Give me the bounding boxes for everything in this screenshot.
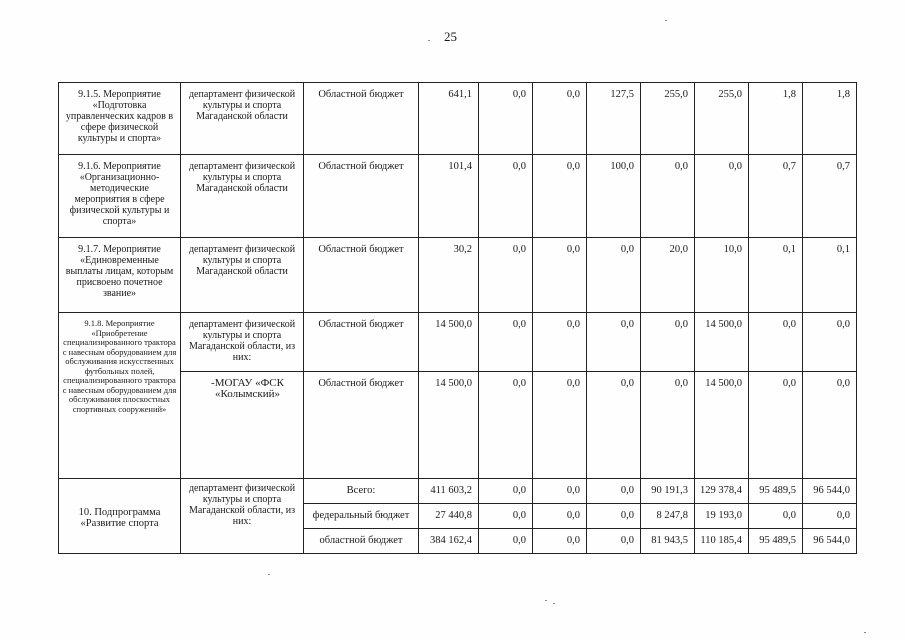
value-cell: 0,7 <box>803 155 857 238</box>
executor-cell: департамент физической культуры и спорта Магаданской области, из них: <box>181 479 304 554</box>
value-cell: 8 247,8 <box>641 504 695 529</box>
value-cell: 30,2 <box>419 238 479 313</box>
value-cell: 0,0 <box>479 504 533 529</box>
executor-cell: департамент физической культуры и спорта Магаданской области <box>181 155 304 238</box>
value-cell: 14 500,0 <box>419 313 479 372</box>
value-cell: 27 440,8 <box>419 504 479 529</box>
scan-speck <box>545 600 547 601</box>
activity-cell: 9.1.8. Мероприятие «Приобретение специализированного трактора с навесным оборудованием для обслуживания искусственных футбольных полей, специализированного трактора с навесным оборудованием для обслуживания плоскостных спортивных сооружений» <box>59 313 181 479</box>
value-cell: 0,0 <box>479 479 533 504</box>
value-cell: 0,0 <box>533 155 587 238</box>
activity-cell: 9.1.7. Мероприятие «Единовременные выплаты лицам, которым присвоено почетное звание» <box>59 238 181 313</box>
table-row <box>59 238 857 313</box>
value-cell: 0,0 <box>479 83 533 155</box>
table-row <box>59 155 857 238</box>
value-cell: 0,0 <box>587 529 641 554</box>
value-cell: 0,0 <box>587 313 641 372</box>
value-cell: 1,8 <box>749 83 803 155</box>
value-cell: 0,0 <box>587 372 641 479</box>
executor-cell: -МОГАУ «ФСК «Колымский» <box>181 372 304 479</box>
value-cell: 100,0 <box>587 155 641 238</box>
source-cell: Всего: <box>304 479 419 504</box>
value-cell: 0,0 <box>587 238 641 313</box>
scan-speck <box>665 20 667 21</box>
value-cell: 384 162,4 <box>419 529 479 554</box>
value-cell: 95 489,5 <box>749 479 803 504</box>
source-cell: областной бюджет <box>304 529 419 554</box>
value-cell: 1,8 <box>803 83 857 155</box>
value-cell: 0,0 <box>479 238 533 313</box>
value-cell: 96 544,0 <box>803 529 857 554</box>
value-cell: 0,0 <box>749 372 803 479</box>
value-cell: 0,0 <box>533 372 587 479</box>
value-cell: 0,0 <box>533 238 587 313</box>
executor-cell: департамент физической культуры и спорта Магаданской области, из них: <box>181 313 304 372</box>
executor-cell: департамент физической культуры и спорта Магаданской области <box>181 83 304 155</box>
value-cell: 0,0 <box>803 372 857 479</box>
value-cell: 0,0 <box>533 313 587 372</box>
executor-cell: департамент физической культуры и спорта Магаданской области <box>181 238 304 313</box>
value-cell: 90 191,3 <box>641 479 695 504</box>
value-cell: 0,0 <box>479 372 533 479</box>
value-cell: 127,5 <box>587 83 641 155</box>
activity-cell: 9.1.6. Мероприятие «Организационно-методические мероприятия в сфере физической культуры и спорта» <box>59 155 181 238</box>
value-cell: 411 603,2 <box>419 479 479 504</box>
value-cell: 0,0 <box>641 155 695 238</box>
value-cell: 0,0 <box>479 155 533 238</box>
value-cell: 110 185,4 <box>695 529 749 554</box>
value-cell: 0,0 <box>533 504 587 529</box>
scan-speck <box>268 574 270 575</box>
value-cell: 0,7 <box>749 155 803 238</box>
value-cell: 0,0 <box>749 313 803 372</box>
value-cell: 0,0 <box>479 313 533 372</box>
value-cell: 19 193,0 <box>695 504 749 529</box>
value-cell: 129 378,4 <box>695 479 749 504</box>
value-cell: 0,0 <box>533 479 587 504</box>
scan-speck <box>428 40 430 41</box>
source-cell: Областной бюджет <box>304 155 419 238</box>
value-cell: 95 489,5 <box>749 529 803 554</box>
activity-cell: 10. Подпрограмма «Развитие спорта <box>59 479 181 554</box>
budget-table <box>58 82 857 554</box>
value-cell: 0,0 <box>803 504 857 529</box>
value-cell: 0,0 <box>803 313 857 372</box>
value-cell: 14 500,0 <box>695 313 749 372</box>
value-cell: 10,0 <box>695 238 749 313</box>
table-row <box>59 83 857 155</box>
value-cell: 0,1 <box>749 238 803 313</box>
value-cell: 101,4 <box>419 155 479 238</box>
value-cell: 0,0 <box>641 372 695 479</box>
value-cell: 0,0 <box>479 529 533 554</box>
source-cell: Областной бюджет <box>304 238 419 313</box>
activity-cell: 9.1.5. Мероприятие «Подготовка управленческих кадров в сфере физической культуры и спорта» <box>59 83 181 155</box>
value-cell: 0,0 <box>695 155 749 238</box>
scan-speck <box>864 632 866 633</box>
value-cell: 96 544,0 <box>803 479 857 504</box>
value-cell: 0,0 <box>533 529 587 554</box>
value-cell: 81 943,5 <box>641 529 695 554</box>
source-cell: Областной бюджет <box>304 313 419 372</box>
source-cell: Областной бюджет <box>304 372 419 479</box>
scan-speck <box>553 603 555 604</box>
source-cell: Областной бюджет <box>304 83 419 155</box>
value-cell: 0,1 <box>803 238 857 313</box>
value-cell: 14 500,0 <box>419 372 479 479</box>
source-cell: федеральный бюджет <box>304 504 419 529</box>
value-cell: 0,0 <box>587 479 641 504</box>
value-cell: 255,0 <box>641 83 695 155</box>
value-cell: 0,0 <box>641 313 695 372</box>
value-cell: 0,0 <box>587 504 641 529</box>
value-cell: 14 500,0 <box>695 372 749 479</box>
value-cell: 255,0 <box>695 83 749 155</box>
table-row <box>59 313 857 372</box>
table-row <box>59 479 857 504</box>
value-cell: 0,0 <box>749 504 803 529</box>
value-cell: 641,1 <box>419 83 479 155</box>
value-cell: 0,0 <box>533 83 587 155</box>
value-cell: 20,0 <box>641 238 695 313</box>
page-number: 25 <box>444 29 457 44</box>
